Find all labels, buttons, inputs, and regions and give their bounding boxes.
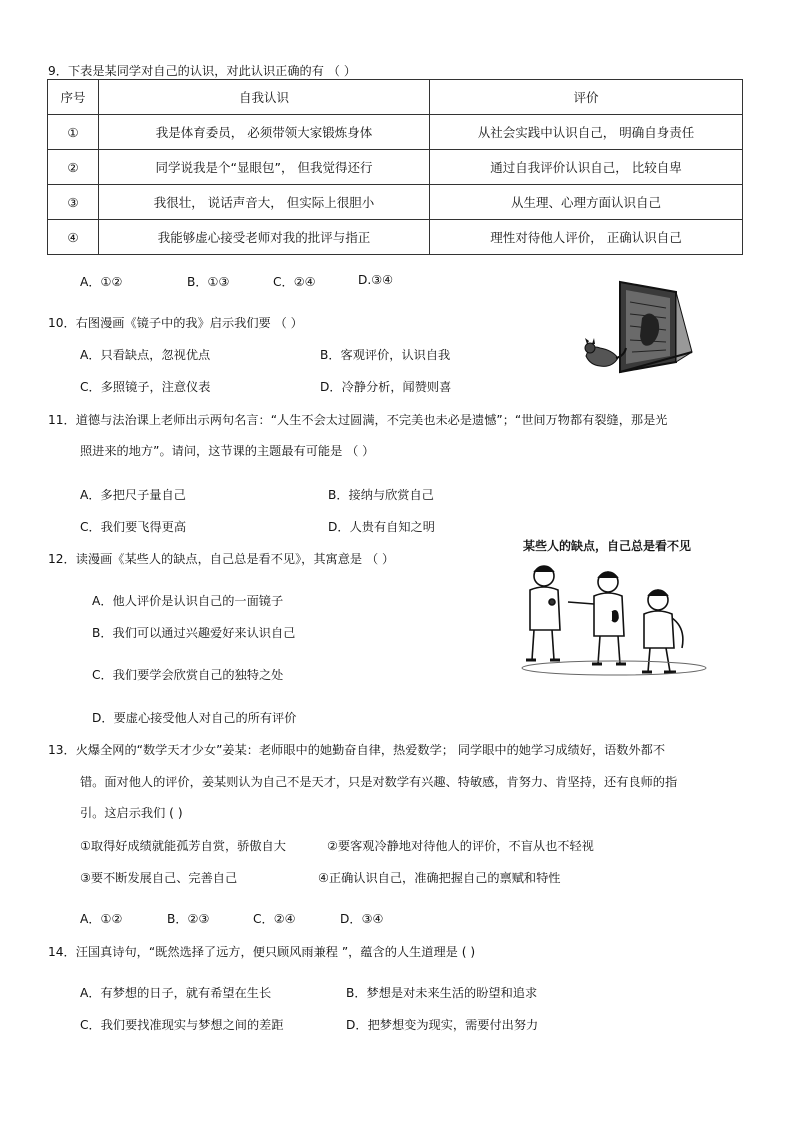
- q11-option-d: D．人贵有自知之明: [328, 520, 435, 534]
- q9-stem: 9．下表是某同学对自己的认识，对此认识正确的有 （ ）: [48, 64, 357, 78]
- people-cartoon-image: [512, 560, 717, 682]
- q14-option-a: A．有梦想的日子，就有希望在生长: [80, 986, 272, 1000]
- q9-option-c: C．②④: [273, 275, 316, 289]
- q12-option-b: B．我们可以通过兴趣爱好来认识自己: [92, 626, 296, 640]
- q11-line2: 照进来的地方”。请问，这节课的主题最有可能是 （ ）: [80, 444, 375, 458]
- q14-option-b: B．梦想是对未来生活的盼望和追求: [346, 986, 538, 1000]
- table-cell: 通过自我评价认识自己， 比较自卑: [430, 150, 743, 185]
- table-row: [48, 115, 743, 150]
- table-row: [48, 150, 743, 185]
- header-cell: 自我认识: [99, 80, 430, 115]
- q14-option-d: D．把梦想变为现实，需要付出努力: [346, 1018, 539, 1032]
- table-cell: ③: [48, 185, 99, 220]
- header-cell: 评价: [430, 80, 743, 115]
- q13-option-b: B．②③: [167, 912, 210, 926]
- q11-option-b: B．接纳与欣赏自己: [328, 488, 434, 502]
- q11-option-a: A．多把尺子量自己: [80, 488, 186, 502]
- q10-option-d: D．冷静分析，闻赞则喜: [320, 380, 452, 394]
- q11-option-c: C．我们要飞得更高: [80, 520, 187, 534]
- q10-option-b: B．客观评价，认识自我: [320, 348, 451, 362]
- mirror-cartoon-image: [580, 278, 700, 378]
- table-cell: 理性对待他人评价， 正确认识自己: [430, 220, 743, 255]
- q13-item-4: ④正确认识自己，准确把握自己的禀赋和特性: [318, 871, 561, 885]
- q14-stem: 14．汪国真诗句，“既然选择了远方，便只顾风雨兼程 ”，蕴含的人生道理是 ( ): [48, 945, 476, 959]
- q13-option-a: A．①②: [80, 912, 123, 926]
- q13-option-c: C．②④: [253, 912, 296, 926]
- q12-option-d: D．要虚心接受他人对自己的所有评价: [92, 711, 297, 725]
- q13-line1: 13．火爆全网的“数学天才少女”姜某：老师眼中的她勤奋自律，热爱数学； 同学眼中的她学习成绩好，语数外都不: [48, 743, 666, 757]
- q9-option-a: A．①②: [80, 275, 123, 289]
- table-cell: 我能够虚心接受老师对我的批评与指正: [99, 220, 430, 255]
- table-row: [48, 220, 743, 255]
- q13-line2: 错。面对他人的评价，姜某则认为自己不是天才，只是对数学有兴趣、特敏感，肯努力、肯坚持，还有良师的指: [80, 775, 678, 789]
- q12-option-c: C．我们要学会欣赏自己的独特之处: [92, 668, 284, 682]
- q9-table: [47, 79, 743, 255]
- table-cell: 我很壮， 说话声音大， 但实际上很胆小: [99, 185, 430, 220]
- q10-stem: 10．右图漫画《镜子中的我》启示我们要 （ ）: [48, 316, 303, 330]
- table-cell: ④: [48, 220, 99, 255]
- q12-cartoon-title: 某些人的缺点，自己总是看不见: [523, 539, 692, 553]
- table-row: [48, 185, 743, 220]
- table-cell: 同学说我是个“显眼包”， 但我觉得还行: [99, 150, 430, 185]
- q13-option-d: D．③④: [340, 912, 384, 926]
- q10-option-a: A．只看缺点，忽视优点: [80, 348, 211, 362]
- header-cell: 序号: [48, 80, 99, 115]
- table-cell: 从社会实践中认识自己， 明确自身责任: [430, 115, 743, 150]
- q9-option-d: D.③④: [358, 273, 394, 287]
- table-cell: 从生理、心理方面认识自己: [430, 185, 743, 220]
- table-header-row: [48, 80, 743, 115]
- q13-line3: 引。这启示我们 ( ): [80, 806, 183, 820]
- q13-item-1: ①取得好成绩就能孤芳自赏，骄傲自大: [80, 839, 286, 853]
- q10-option-c: C．多照镜子，注意仪表: [80, 380, 211, 394]
- table-cell: 我是体育委员， 必须带领大家锻炼身体: [99, 115, 430, 150]
- q13-item-2: ②要客观冷静地对待他人的评价，不盲从也不轻视: [327, 839, 594, 853]
- q14-option-c: C．我们要找准现实与梦想之间的差距: [80, 1018, 284, 1032]
- table-cell: ①: [48, 115, 99, 150]
- table-cell: ②: [48, 150, 99, 185]
- q11-line1: 11．道德与法治课上老师出示两句名言：“人生不会太过圆满，不完美也未必是遗憾”；“世间万物都有裂缝，那是光: [48, 413, 668, 427]
- q13-item-3: ③要不断发展自己、完善自己: [80, 871, 238, 885]
- q12-option-a: A．他人评价是认识自己的一面镜子: [92, 594, 284, 608]
- q12-stem: 12．读漫画《某些人的缺点，自己总是看不见》，其寓意是 （ ）: [48, 552, 395, 566]
- q9-option-b: B．①③: [187, 275, 230, 289]
